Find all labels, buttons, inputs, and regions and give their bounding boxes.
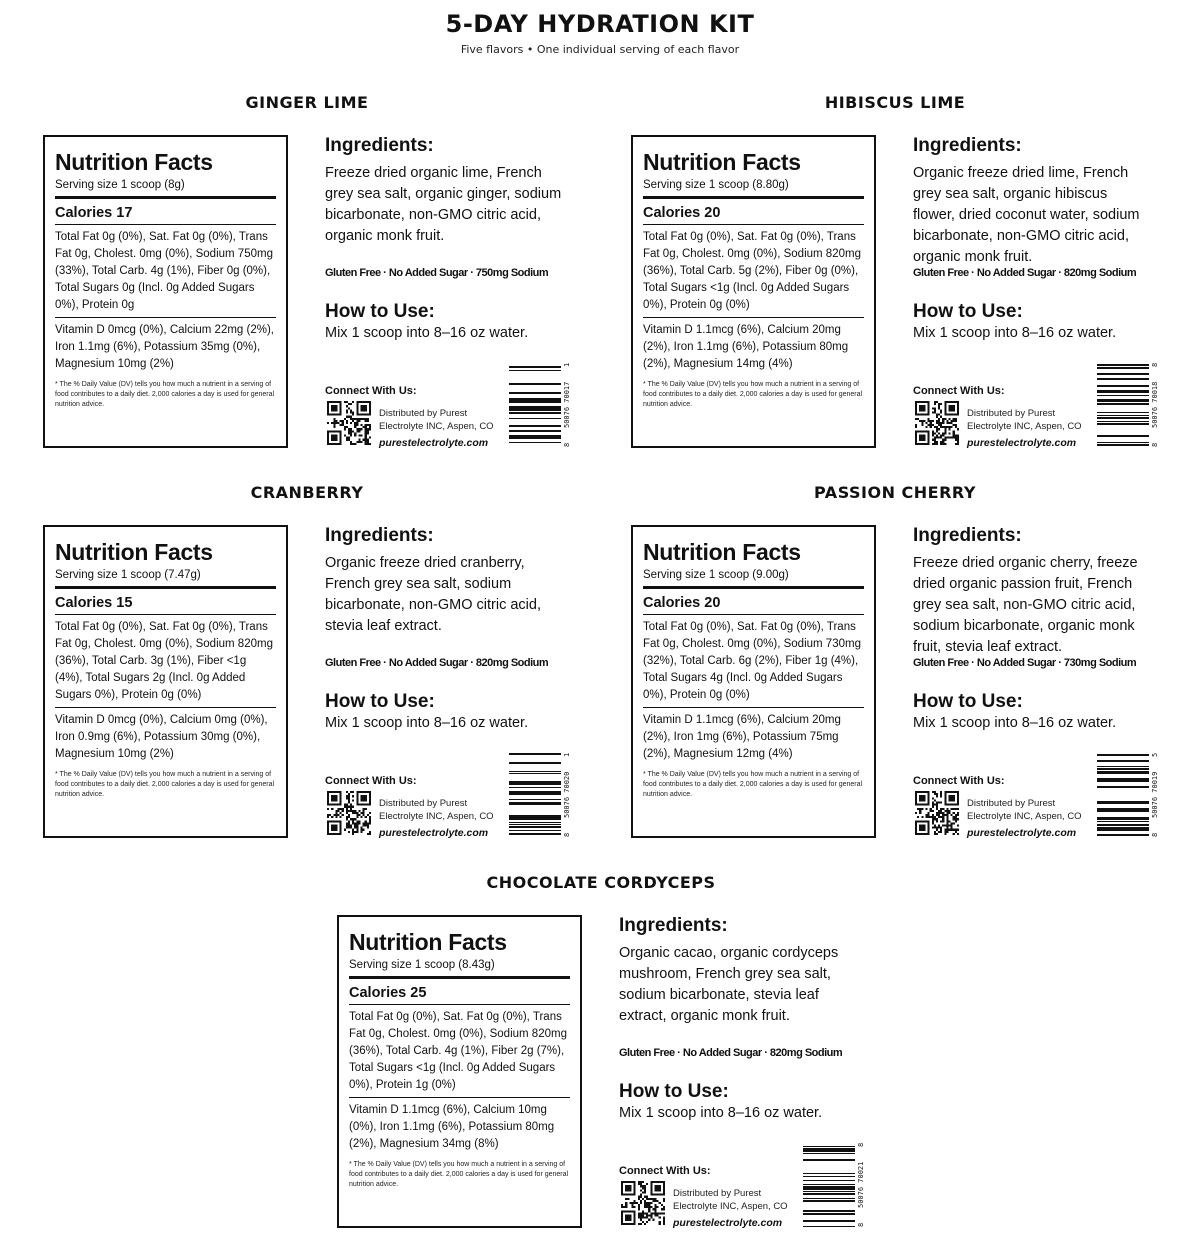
- barcode-digit-end: 8: [1151, 363, 1159, 368]
- how-to-use-text: Mix 1 scoop into 8–16 oz water.: [913, 715, 1117, 731]
- how-to-use-text: Mix 1 scoop into 8–16 oz water.: [913, 325, 1117, 341]
- barcode-digit-end: 5: [1151, 753, 1159, 758]
- nutrition-facts-title: Nutrition Facts: [349, 929, 507, 955]
- nutrition-facts-title: Nutrition Facts: [643, 149, 801, 175]
- serving-size: Serving size 1 scoop (9.00g): [643, 569, 864, 589]
- calories: Calories 25: [349, 979, 570, 1005]
- flavor-section-passion-cherry: [631, 483, 1191, 843]
- barcode-digit-end: 1: [563, 363, 571, 368]
- calories: Calories 20: [643, 199, 864, 225]
- vitamin-list: Vitamin D 1.1mcg (6%), Calcium 20mg (2%), Iron 1.1mg (6%), Potassium 80mg (2%), Magnesium 14mg (4%): [643, 324, 849, 370]
- connect-label: Connect With Us:: [913, 775, 1005, 787]
- ingredients-heading: Ingredients:: [913, 135, 1022, 156]
- barcode-digit-start: 8: [1151, 832, 1159, 837]
- nutrient-list: Total Fat 0g (0%), Sat. Fat 0g (0%), Trans Fat 0g, Cholest. 0mg (0%), Sodium 730mg (32%), Total Carb. 6g (2%), Fiber 1g (4%), Total Sugars 4g (Incl. 0g Added Sugars 0%), Protein 0g (0%): [643, 615, 864, 708]
- distributor-line-1: Distributed by Purest: [379, 798, 468, 809]
- barcode-icon: [1097, 753, 1149, 837]
- barcode-icon: [509, 753, 561, 837]
- nutrient-list: Total Fat 0g (0%), Sat. Fat 0g (0%), Trans Fat 0g, Cholest. 0mg (0%), Sodium 820mg (36%), Total Carb. 3g (1%), Fiber <1g (4%), Total Sugars 2g (Incl. 0g Added Sugars 0%), Protein 0g (0%): [55, 615, 276, 708]
- vitamin-list: Vitamin D 0mcg (0%), Calcium 22mg (2%), Iron 1.1mg (6%), Potassium 35mg (0%), Magnesium 10mg (2%): [55, 324, 274, 370]
- product-claims: Gluten Free · No Added Sugar · 750mg Sodium: [325, 267, 549, 279]
- how-to-use-heading: How to Use:: [913, 691, 1023, 712]
- barcode-digit-start: 8: [857, 1222, 865, 1227]
- how-to-use-heading: How to Use:: [913, 301, 1023, 322]
- barcode-digit-end: 8: [857, 1143, 865, 1148]
- nutrition-facts-title: Nutrition Facts: [55, 149, 213, 175]
- ingredients-heading: Ingredients:: [913, 525, 1022, 546]
- nutrient-list: Total Fat 0g (0%), Sat. Fat 0g (0%), Trans Fat 0g, Cholest. 0mg (0%), Sodium 750mg (33%), Total Carb. 4g (1%), Fiber 0g (0%), Total Sugars 0g (Incl. 0g Added Sugars 0%), Protein 0g: [55, 225, 276, 318]
- flavor-name: CHOCOLATE CORDYCEPS: [486, 873, 716, 892]
- qr-code-icon[interactable]: [915, 401, 959, 445]
- flavor-name: HIBISCUS LIME: [824, 93, 966, 112]
- ingredients-text: Freeze dried organic cherry, freeze dried organic passion fruit, French grey sea salt, non-GMO citric acid, sodium bicarbonate, organic monk fruit, stevia leaf extract.: [913, 555, 1138, 655]
- serving-size: Serving size 1 scoop (8.80g): [643, 179, 864, 199]
- product-info: [325, 135, 571, 449]
- flavor-section-ginger-lime: [43, 93, 603, 453]
- flavor-section-chocolate-cordyceps: [337, 873, 897, 1233]
- nutrition-facts-panel: [43, 525, 288, 838]
- nutrition-facts-panel: [631, 135, 876, 448]
- barcode-digits: 50076 70018: [1151, 381, 1159, 429]
- vitamin-list: Vitamin D 1.1mcg (6%), Calcium 20mg (2%), Iron 1mg (6%), Potassium 75mg (2%), Magnesium 12mg (4%): [643, 714, 841, 760]
- qr-code-icon[interactable]: [915, 791, 959, 835]
- product-info: [913, 135, 1159, 449]
- how-to-use-text: Mix 1 scoop into 8–16 oz water.: [619, 1105, 823, 1121]
- product-claims: Gluten Free · No Added Sugar · 730mg Sodium: [913, 657, 1137, 669]
- barcode-number: [1151, 753, 1163, 837]
- distributor-line-2: Electrolyte INC, Aspen, CO: [379, 420, 494, 432]
- barcode-number: [1151, 363, 1163, 447]
- connect-label: Connect With Us:: [325, 385, 417, 397]
- barcode-icon: [509, 363, 561, 447]
- flavor-name: PASSION CHERRY: [814, 483, 976, 502]
- how-to-use-heading: How to Use:: [619, 1081, 729, 1102]
- nutrition-facts-panel: [631, 525, 876, 838]
- vitamin-list: Vitamin D 0mcg (0%), Calcium 0mg (0%), Iron 0.9mg (6%), Potassium 30mg (0%), Magnesium 10mg (2%): [55, 714, 268, 760]
- vitamin-list: Vitamin D 1.1mcg (6%), Calcium 10mg (0%), Iron 1.1mg (6%), Potassium 80mg (2%), Magnesium 34mg (8%): [349, 1104, 555, 1150]
- distributor-info: [379, 798, 494, 823]
- barcode-digits: 50076 70021: [857, 1161, 865, 1209]
- serving-size: Serving size 1 scoop (8.43g): [349, 959, 570, 979]
- distributor-info: [967, 408, 1082, 433]
- distributor-info: [967, 798, 1082, 823]
- connect-label: Connect With Us:: [913, 385, 1005, 397]
- distributor-line-2: Electrolyte INC, Aspen, CO: [673, 1200, 788, 1212]
- daily-value-footnote: * The % Daily Value (DV) tells you how much a nutrient in a serving of food contributes to a daily diet. 2,000 calories a day is used for general nutrition advice.: [349, 1161, 569, 1188]
- distributor-line-2: Electrolyte INC, Aspen, CO: [379, 810, 494, 822]
- calories: Calories 20: [643, 589, 864, 615]
- connect-label: Connect With Us:: [325, 775, 417, 787]
- nutrition-facts-title: Nutrition Facts: [643, 539, 801, 565]
- flavor-section-hibiscus-lime: [631, 93, 1191, 453]
- barcode-digits: 50076 70019: [1151, 771, 1159, 819]
- barcode-number: [563, 753, 575, 837]
- product-claims: Gluten Free · No Added Sugar · 820mg Sodium: [619, 1047, 843, 1059]
- page-title: 5-DAY HYDRATION KIT: [445, 10, 755, 38]
- how-to-use-text: Mix 1 scoop into 8–16 oz water.: [325, 325, 529, 341]
- barcode-digits: 50076 70020: [563, 771, 571, 819]
- how-to-use-heading: How to Use:: [325, 691, 435, 712]
- website-link[interactable]: purestelectrolyte.com: [379, 827, 489, 839]
- barcode-number: [563, 363, 575, 447]
- flavor-name: CRANBERRY: [250, 483, 364, 502]
- calories: Calories 17: [55, 199, 276, 225]
- product-info: [913, 525, 1159, 839]
- distributor-line-1: Distributed by Purest: [967, 798, 1056, 809]
- daily-value-footnote: * The % Daily Value (DV) tells you how much a nutrient in a serving of food contributes to a daily diet. 2,000 calories a day is used for general nutrition advice.: [643, 381, 863, 408]
- barcode-icon: [803, 1143, 855, 1227]
- barcode-digit-start: 8: [563, 832, 571, 837]
- page-subtitle: Five flavors • One individual serving of each flavor: [460, 43, 740, 56]
- website-link[interactable]: purestelectrolyte.com: [379, 437, 489, 449]
- ingredients-text: Freeze dried organic lime, French grey sea salt, organic ginger, sodium bicarbonate, non-GMO citric acid, organic monk fruit.: [325, 165, 562, 244]
- distributor-info: [379, 408, 494, 433]
- ingredients-text: Organic cacao, organic cordyceps mushroom, French grey sea salt, sodium bicarbonate, stevia leaf extract, organic monk fruit.: [619, 945, 839, 1024]
- qr-code-icon[interactable]: [327, 791, 371, 835]
- ingredients-heading: Ingredients:: [325, 135, 434, 156]
- qr-code-icon[interactable]: [327, 401, 371, 445]
- product-info: [325, 525, 571, 839]
- distributor-line-2: Electrolyte INC, Aspen, CO: [967, 810, 1082, 822]
- flavor-name: GINGER LIME: [245, 93, 369, 112]
- distributor-line-2: Electrolyte INC, Aspen, CO: [967, 420, 1082, 432]
- how-to-use-text: Mix 1 scoop into 8–16 oz water.: [325, 715, 529, 731]
- nutrient-list: Total Fat 0g (0%), Sat. Fat 0g (0%), Trans Fat 0g, Cholest. 0mg (0%), Sodium 820mg (36%), Total Carb. 4g (1%), Fiber 2g (7%), Total Sugars <1g (Incl. 0g Added Sugars 0%), Protein 1g (0%): [349, 1005, 570, 1098]
- nutrient-list: Total Fat 0g (0%), Sat. Fat 0g (0%), Trans Fat 0g, Cholest. 0mg (0%), Sodium 820mg (36%), Total Carb. 5g (2%), Fiber 0g (0%), Total Sugars <1g (Incl. 0g Added Sugars 0%), Protein 0g (0%): [643, 225, 864, 318]
- website-link[interactable]: purestelectrolyte.com: [967, 437, 1077, 449]
- product-info: [619, 915, 865, 1229]
- ingredients-heading: Ingredients:: [619, 915, 728, 936]
- barcode-number: [857, 1143, 869, 1227]
- ingredients-text: Organic freeze dried cranberry, French grey sea salt, sodium bicarbonate, non-GMO citric acid, stevia leaf extract.: [325, 555, 541, 634]
- barcode-icon: [1097, 363, 1149, 447]
- serving-size: Serving size 1 scoop (8g): [55, 179, 276, 199]
- nutrition-facts-panel: [337, 915, 582, 1228]
- daily-value-footnote: * The % Daily Value (DV) tells you how much a nutrient in a serving of food contributes to a daily diet. 2,000 calories a day is used for general nutrition advice.: [55, 771, 275, 798]
- distributor-line-1: Distributed by Purest: [673, 1188, 762, 1199]
- calories: Calories 15: [55, 589, 276, 615]
- connect-label: Connect With Us:: [619, 1165, 711, 1177]
- daily-value-footnote: * The % Daily Value (DV) tells you how much a nutrient in a serving of food contributes to a daily diet. 2,000 calories a day is used for general nutrition advice.: [643, 771, 863, 798]
- distributor-info: [673, 1188, 788, 1213]
- barcode-digit-start: 8: [563, 442, 571, 447]
- website-link[interactable]: purestelectrolyte.com: [967, 827, 1077, 839]
- barcode-digits: 50076 70017: [563, 381, 571, 429]
- ingredients-text: Organic freeze dried lime, French grey sea salt, organic hibiscus flower, dried coconut water, sodium bicarbonate, non-GMO citric acid, organic monk fruit.: [913, 165, 1140, 265]
- qr-code-icon[interactable]: [621, 1181, 665, 1225]
- product-claims: Gluten Free · No Added Sugar · 820mg Sodium: [913, 267, 1137, 279]
- barcode-digit-start: 8: [1151, 442, 1159, 447]
- serving-size: Serving size 1 scoop (7.47g): [55, 569, 276, 589]
- flavor-section-cranberry: [43, 483, 603, 843]
- how-to-use-heading: How to Use:: [325, 301, 435, 322]
- distributor-line-1: Distributed by Purest: [967, 408, 1056, 419]
- barcode-digit-end: 1: [563, 753, 571, 758]
- daily-value-footnote: * The % Daily Value (DV) tells you how much a nutrient in a serving of food contributes to a daily diet. 2,000 calories a day is used for general nutrition advice.: [55, 381, 275, 408]
- nutrition-facts-panel: [43, 135, 288, 448]
- nutrition-facts-title: Nutrition Facts: [55, 539, 213, 565]
- product-claims: Gluten Free · No Added Sugar · 820mg Sodium: [325, 657, 549, 669]
- website-link[interactable]: purestelectrolyte.com: [673, 1217, 783, 1229]
- distributor-line-1: Distributed by Purest: [379, 408, 468, 419]
- ingredients-heading: Ingredients:: [325, 525, 434, 546]
